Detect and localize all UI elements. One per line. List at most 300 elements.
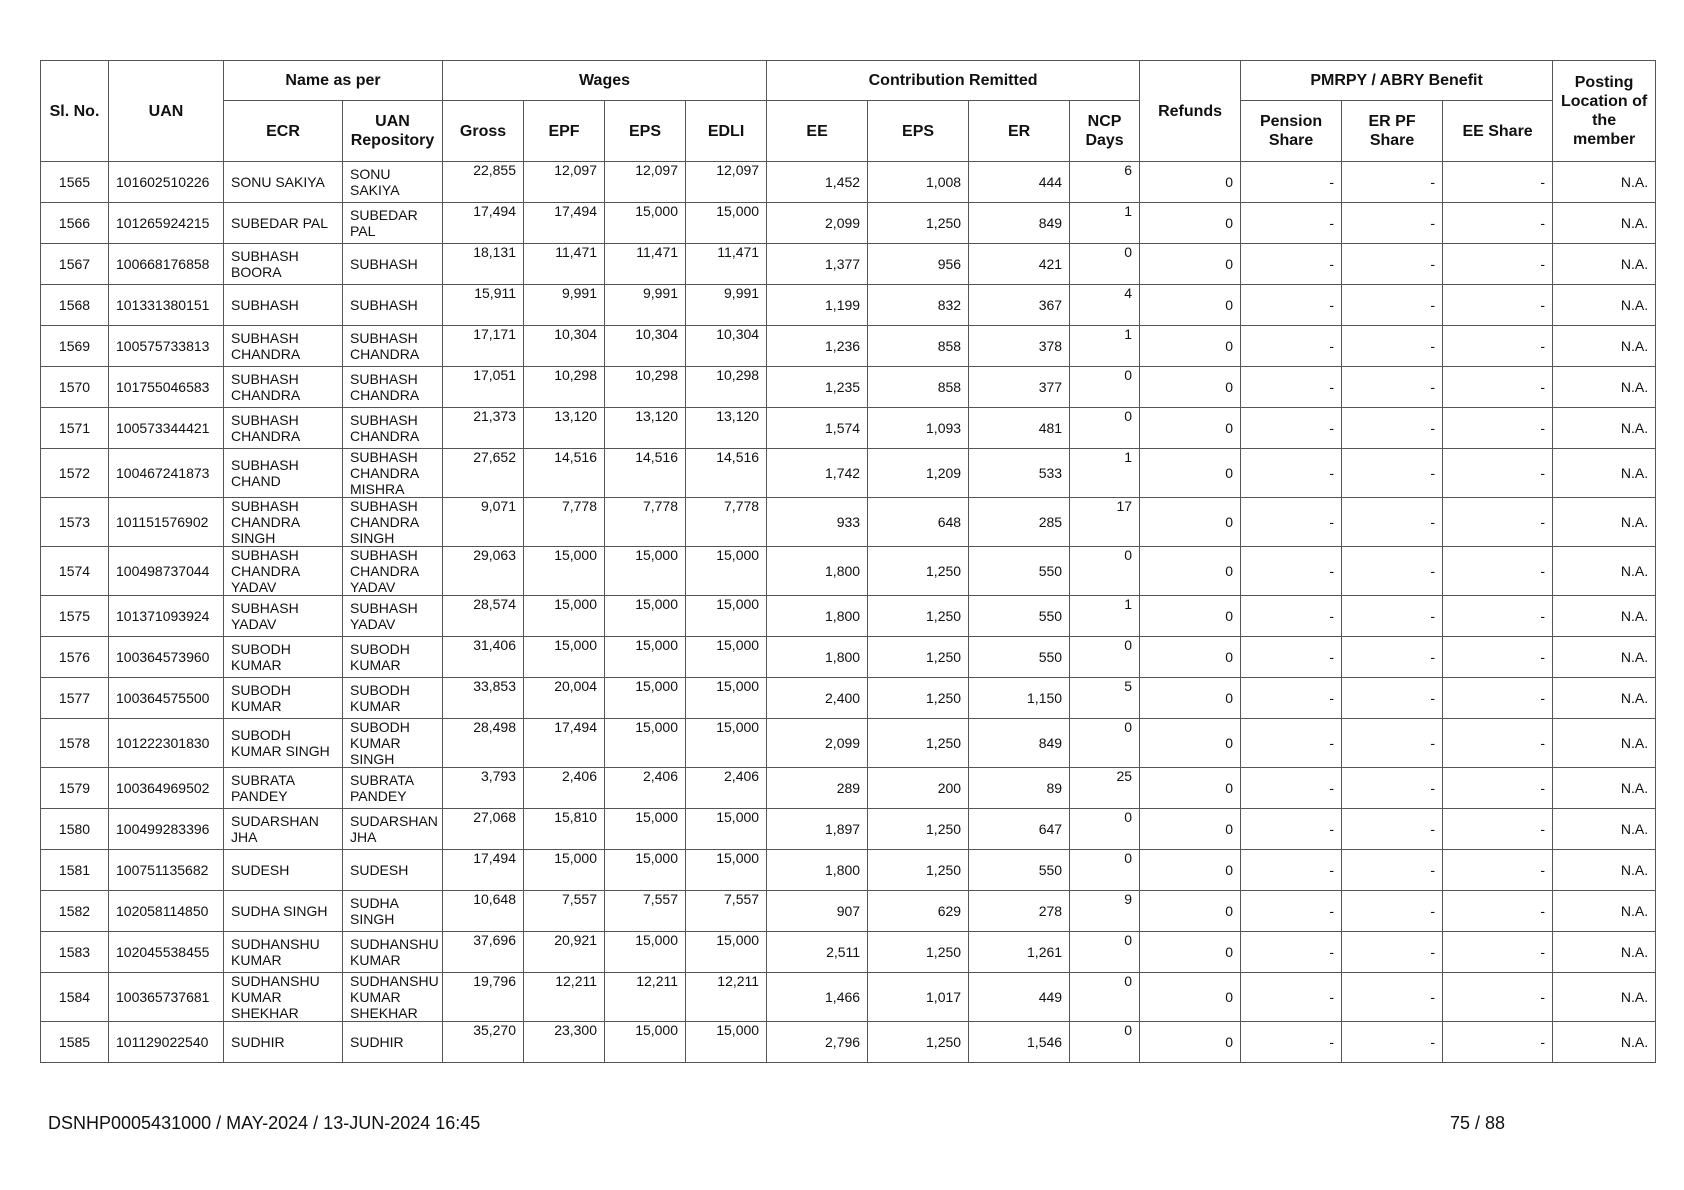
cell-sl-no: 1576 — [41, 637, 109, 678]
cell-edli: 12,211 — [686, 973, 767, 1022]
cell-eps: 15,000 — [605, 596, 686, 637]
cell-uan: 100498737044 — [109, 547, 224, 596]
cell-uan-repository-name: SUBODH KUMAR — [343, 678, 443, 719]
cell-er-pf-share: - — [1342, 285, 1443, 326]
cell-contribution-eps: 1,250 — [868, 809, 969, 850]
cell-epf: 7,778 — [524, 498, 605, 547]
cell-posting-location: N.A. — [1553, 596, 1656, 637]
cell-epf: 2,406 — [524, 768, 605, 809]
cell-contribution-eps: 1,250 — [868, 678, 969, 719]
cell-uan-repository-name: SUBHASH CHANDRA — [343, 367, 443, 408]
cell-ncp-days: 0 — [1070, 637, 1140, 678]
table-row — [41, 637, 1656, 678]
cell-sl-no: 1579 — [41, 768, 109, 809]
cell-refunds: 0 — [1140, 285, 1241, 326]
cell-ecr-name: SONU SAKIYA — [224, 162, 343, 203]
cell-ecr-name: SUBHASH CHANDRA YADAV — [224, 547, 343, 596]
table-row — [41, 596, 1656, 637]
cell-uan: 100668176858 — [109, 244, 224, 285]
cell-eps: 11,471 — [605, 244, 686, 285]
cell-gross: 17,171 — [443, 326, 524, 367]
cell-edli: 15,000 — [686, 596, 767, 637]
cell-uan: 100499283396 — [109, 809, 224, 850]
cell-ee-share: - — [1443, 367, 1553, 408]
cell-uan: 100365737681 — [109, 973, 224, 1022]
cell-uan-repository-name: SONU SAKIYA — [343, 162, 443, 203]
cell-er-pf-share: - — [1342, 850, 1443, 891]
cell-sl-no: 1571 — [41, 408, 109, 449]
cell-posting-location: N.A. — [1553, 809, 1656, 850]
cell-refunds: 0 — [1140, 449, 1241, 498]
cell-eps: 15,000 — [605, 203, 686, 244]
cell-posting-location: N.A. — [1553, 547, 1656, 596]
cell-epf: 20,921 — [524, 932, 605, 973]
cell-ee: 2,511 — [767, 932, 868, 973]
col-er: ER — [969, 101, 1070, 162]
cell-ee: 2,400 — [767, 678, 868, 719]
cell-uan-repository-name: SUBHASH YADAV — [343, 596, 443, 637]
cell-eps: 7,778 — [605, 498, 686, 547]
cell-epf: 10,304 — [524, 326, 605, 367]
cell-ee-share: - — [1443, 932, 1553, 973]
cell-sl-no: 1573 — [41, 498, 109, 547]
cell-ee: 2,099 — [767, 203, 868, 244]
table-row — [41, 162, 1656, 203]
cell-ncp-days: 0 — [1070, 547, 1140, 596]
cell-ncp-days: 0 — [1070, 850, 1140, 891]
cell-edli: 15,000 — [686, 203, 767, 244]
cell-ecr-name: SUBHASH CHAND — [224, 449, 343, 498]
cell-eps: 15,000 — [605, 637, 686, 678]
cell-ecr-name: SUBODH KUMAR SINGH — [224, 719, 343, 768]
cell-eps: 7,557 — [605, 891, 686, 932]
table-row — [41, 244, 1656, 285]
cell-ee: 1,236 — [767, 326, 868, 367]
cell-uan: 101265924215 — [109, 203, 224, 244]
cell-edli: 15,000 — [686, 850, 767, 891]
cell-eps: 14,516 — [605, 449, 686, 498]
cell-gross: 3,793 — [443, 768, 524, 809]
cell-ee-share: - — [1443, 285, 1553, 326]
cell-edli: 11,471 — [686, 244, 767, 285]
cell-contribution-eps: 200 — [868, 768, 969, 809]
cell-refunds: 0 — [1140, 850, 1241, 891]
table-row — [41, 449, 1656, 498]
cell-refunds: 0 — [1140, 326, 1241, 367]
cell-contribution-eps: 1,250 — [868, 932, 969, 973]
cell-ee-share: - — [1443, 768, 1553, 809]
cell-eps: 12,211 — [605, 973, 686, 1022]
cell-gross: 31,406 — [443, 637, 524, 678]
cell-edli: 15,000 — [686, 678, 767, 719]
cell-er-pf-share: - — [1342, 326, 1443, 367]
cell-ecr-name: SUBHASH CHANDRA — [224, 408, 343, 449]
cell-er-pf-share: - — [1342, 408, 1443, 449]
cell-uan: 100573344421 — [109, 408, 224, 449]
cell-uan: 101371093924 — [109, 596, 224, 637]
cell-edli: 9,991 — [686, 285, 767, 326]
cell-sl-no: 1582 — [41, 891, 109, 932]
cell-uan-repository-name: SUDHANSHU KUMAR SHEKHAR — [343, 973, 443, 1022]
cell-ecr-name: SUBHASH CHANDRA — [224, 367, 343, 408]
cell-ecr-name: SUBHASH CHANDRA — [224, 326, 343, 367]
cell-ncp-days: 0 — [1070, 973, 1140, 1022]
cell-sl-no: 1567 — [41, 244, 109, 285]
cell-pension-share: - — [1241, 367, 1342, 408]
cell-uan-repository-name: SUBHASH CHANDRA SINGH — [343, 498, 443, 547]
cell-sl-no: 1581 — [41, 850, 109, 891]
cell-sl-no: 1575 — [41, 596, 109, 637]
cell-ee-share: - — [1443, 678, 1553, 719]
col-gross: Gross — [443, 101, 524, 162]
table-row — [41, 547, 1656, 596]
col-uan-repository: UAN Repository — [343, 101, 443, 162]
cell-edli: 15,000 — [686, 932, 767, 973]
cell-er: 421 — [969, 244, 1070, 285]
col-edli: EDLI — [686, 101, 767, 162]
cell-ee: 1,199 — [767, 285, 868, 326]
cell-pension-share: - — [1241, 891, 1342, 932]
cell-pension-share: - — [1241, 932, 1342, 973]
cell-refunds: 0 — [1140, 547, 1241, 596]
cell-ecr-name: SUBHASH YADAV — [224, 596, 343, 637]
cell-posting-location: N.A. — [1553, 285, 1656, 326]
cell-ee-share: - — [1443, 408, 1553, 449]
cell-ee-share: - — [1443, 203, 1553, 244]
cell-refunds: 0 — [1140, 203, 1241, 244]
group-wages: Wages — [443, 61, 767, 101]
cell-eps: 9,991 — [605, 285, 686, 326]
col-ncp-days: NCP Days — [1070, 101, 1140, 162]
cell-ncp-days: 0 — [1070, 408, 1140, 449]
cell-er: 1,150 — [969, 678, 1070, 719]
cell-uan-repository-name: SUBHASH CHANDRA YADAV — [343, 547, 443, 596]
cell-refunds: 0 — [1140, 973, 1241, 1022]
col-ecr: ECR — [224, 101, 343, 162]
cell-edli: 15,000 — [686, 809, 767, 850]
cell-posting-location: N.A. — [1553, 850, 1656, 891]
cell-ee: 1,800 — [767, 850, 868, 891]
cell-uan-repository-name: SUDHANSHU KUMAR — [343, 932, 443, 973]
cell-pension-share: - — [1241, 285, 1342, 326]
cell-epf: 15,000 — [524, 850, 605, 891]
cell-ncp-days: 0 — [1070, 932, 1140, 973]
cell-edli: 12,097 — [686, 162, 767, 203]
cell-er-pf-share: - — [1342, 367, 1443, 408]
cell-ee: 1,574 — [767, 408, 868, 449]
cell-refunds: 0 — [1140, 408, 1241, 449]
cell-ecr-name: SUBODH KUMAR — [224, 637, 343, 678]
cell-gross: 17,494 — [443, 203, 524, 244]
cell-uan: 101222301830 — [109, 719, 224, 768]
cell-ee-share: - — [1443, 809, 1553, 850]
document-reference: DSNHP0005431000 / MAY-2024 / 13-JUN-2024 16:45 — [48, 1113, 481, 1133]
cell-ecr-name: SUDHIR — [224, 1022, 343, 1063]
cell-refunds: 0 — [1140, 596, 1241, 637]
cell-er-pf-share: - — [1342, 244, 1443, 285]
table-row — [41, 203, 1656, 244]
cell-uan-repository-name: SUBODH KUMAR — [343, 637, 443, 678]
cell-gross: 27,652 — [443, 449, 524, 498]
cell-uan: 101755046583 — [109, 367, 224, 408]
cell-gross: 9,071 — [443, 498, 524, 547]
cell-uan-repository-name: SUDESH — [343, 850, 443, 891]
cell-gross: 35,270 — [443, 1022, 524, 1063]
cell-eps: 15,000 — [605, 850, 686, 891]
cell-er: 278 — [969, 891, 1070, 932]
cell-pension-share: - — [1241, 326, 1342, 367]
cell-gross: 21,373 — [443, 408, 524, 449]
cell-ncp-days: 4 — [1070, 285, 1140, 326]
cell-uan-repository-name: SUBHASH CHANDRA MISHRA — [343, 449, 443, 498]
cell-ee-share: - — [1443, 719, 1553, 768]
cell-eps: 10,304 — [605, 326, 686, 367]
cell-ncp-days: 25 — [1070, 768, 1140, 809]
contribution-table — [40, 60, 1656, 1063]
cell-ee: 1,742 — [767, 449, 868, 498]
cell-ecr-name: SUDHA SINGH — [224, 891, 343, 932]
cell-ecr-name: SUDHANSHU KUMAR SHEKHAR — [224, 973, 343, 1022]
cell-ncp-days: 0 — [1070, 719, 1140, 768]
cell-er-pf-share: - — [1342, 498, 1443, 547]
cell-er-pf-share: - — [1342, 678, 1443, 719]
cell-edli: 15,000 — [686, 719, 767, 768]
cell-epf: 13,120 — [524, 408, 605, 449]
cell-posting-location: N.A. — [1553, 719, 1656, 768]
cell-uan-repository-name: SUBHASH CHANDRA — [343, 408, 443, 449]
cell-ecr-name: SUBEDAR PAL — [224, 203, 343, 244]
cell-er-pf-share: - — [1342, 449, 1443, 498]
cell-contribution-eps: 858 — [868, 326, 969, 367]
cell-ncp-days: 0 — [1070, 1022, 1140, 1063]
cell-epf: 15,000 — [524, 596, 605, 637]
cell-edli: 10,304 — [686, 326, 767, 367]
cell-ee: 1,377 — [767, 244, 868, 285]
cell-refunds: 0 — [1140, 719, 1241, 768]
cell-pension-share: - — [1241, 449, 1342, 498]
cell-epf: 7,557 — [524, 891, 605, 932]
cell-eps: 15,000 — [605, 809, 686, 850]
cell-posting-location: N.A. — [1553, 498, 1656, 547]
cell-sl-no: 1570 — [41, 367, 109, 408]
cell-ee-share: - — [1443, 973, 1553, 1022]
cell-contribution-eps: 858 — [868, 367, 969, 408]
cell-ee-share: - — [1443, 449, 1553, 498]
cell-contribution-eps: 1,093 — [868, 408, 969, 449]
page-number: 75 / 88 — [1450, 1113, 1506, 1133]
cell-ecr-name: SUDESH — [224, 850, 343, 891]
cell-ee-share: - — [1443, 326, 1553, 367]
table-row — [41, 809, 1656, 850]
cell-sl-no: 1572 — [41, 449, 109, 498]
cell-edli: 13,120 — [686, 408, 767, 449]
cell-pension-share: - — [1241, 809, 1342, 850]
cell-eps: 15,000 — [605, 1022, 686, 1063]
cell-ee: 1,800 — [767, 596, 868, 637]
cell-uan-repository-name: SUBODH KUMAR SINGH — [343, 719, 443, 768]
cell-uan: 100575733813 — [109, 326, 224, 367]
cell-uan-repository-name: SUDHIR — [343, 1022, 443, 1063]
cell-epf: 12,211 — [524, 973, 605, 1022]
cell-uan-repository-name: SUBHASH — [343, 285, 443, 326]
cell-pension-share: - — [1241, 408, 1342, 449]
cell-pension-share: - — [1241, 768, 1342, 809]
col-contribution-eps: EPS — [868, 101, 969, 162]
cell-contribution-eps: 1,008 — [868, 162, 969, 203]
cell-posting-location: N.A. — [1553, 244, 1656, 285]
cell-ee-share: - — [1443, 637, 1553, 678]
cell-ee: 1,466 — [767, 973, 868, 1022]
cell-refunds: 0 — [1140, 809, 1241, 850]
cell-eps: 12,097 — [605, 162, 686, 203]
cell-er-pf-share: - — [1342, 809, 1443, 850]
cell-uan-repository-name: SUBRATA PANDEY — [343, 768, 443, 809]
cell-contribution-eps: 1,250 — [868, 1022, 969, 1063]
cell-eps: 10,298 — [605, 367, 686, 408]
cell-er: 550 — [969, 596, 1070, 637]
cell-er: 367 — [969, 285, 1070, 326]
cell-refunds: 0 — [1140, 1022, 1241, 1063]
cell-contribution-eps: 1,209 — [868, 449, 969, 498]
cell-er-pf-share: - — [1342, 719, 1443, 768]
table-row — [41, 367, 1656, 408]
cell-sl-no: 1574 — [41, 547, 109, 596]
cell-pension-share: - — [1241, 498, 1342, 547]
cell-ncp-days: 1 — [1070, 326, 1140, 367]
cell-ncp-days: 1 — [1070, 596, 1140, 637]
cell-er-pf-share: - — [1342, 162, 1443, 203]
table-row — [41, 408, 1656, 449]
cell-ncp-days: 1 — [1070, 203, 1140, 244]
cell-pension-share: - — [1241, 719, 1342, 768]
cell-er-pf-share: - — [1342, 932, 1443, 973]
cell-pension-share: - — [1241, 244, 1342, 285]
cell-ecr-name: SUBRATA PANDEY — [224, 768, 343, 809]
cell-gross: 28,574 — [443, 596, 524, 637]
cell-er-pf-share: - — [1342, 768, 1443, 809]
cell-pension-share: - — [1241, 850, 1342, 891]
cell-posting-location: N.A. — [1553, 932, 1656, 973]
cell-edli: 10,298 — [686, 367, 767, 408]
cell-posting-location: N.A. — [1553, 203, 1656, 244]
cell-sl-no: 1577 — [41, 678, 109, 719]
cell-er: 550 — [969, 547, 1070, 596]
cell-contribution-eps: 1,250 — [868, 596, 969, 637]
col-uan: UAN — [109, 61, 224, 162]
cell-posting-location: N.A. — [1553, 973, 1656, 1022]
group-pmrpy: PMRPY / ABRY Benefit — [1241, 61, 1553, 101]
cell-ee: 1,800 — [767, 547, 868, 596]
table-row — [41, 678, 1656, 719]
cell-uan: 100364969502 — [109, 768, 224, 809]
cell-ecr-name: SUDARSHAN JHA — [224, 809, 343, 850]
cell-sl-no: 1566 — [41, 203, 109, 244]
cell-posting-location: N.A. — [1553, 768, 1656, 809]
cell-sl-no: 1568 — [41, 285, 109, 326]
cell-uan: 100467241873 — [109, 449, 224, 498]
col-refunds: Refunds — [1140, 61, 1241, 162]
cell-ee: 2,099 — [767, 719, 868, 768]
cell-er-pf-share: - — [1342, 547, 1443, 596]
table-row — [41, 768, 1656, 809]
cell-refunds: 0 — [1140, 162, 1241, 203]
cell-contribution-eps: 832 — [868, 285, 969, 326]
cell-refunds: 0 — [1140, 678, 1241, 719]
cell-epf: 17,494 — [524, 719, 605, 768]
cell-gross: 22,855 — [443, 162, 524, 203]
cell-er-pf-share: - — [1342, 891, 1443, 932]
cell-epf: 15,000 — [524, 547, 605, 596]
cell-pension-share: - — [1241, 678, 1342, 719]
cell-er-pf-share: - — [1342, 637, 1443, 678]
cell-pension-share: - — [1241, 596, 1342, 637]
cell-uan: 101331380151 — [109, 285, 224, 326]
cell-uan: 101151576902 — [109, 498, 224, 547]
table-row — [41, 285, 1656, 326]
cell-epf: 10,298 — [524, 367, 605, 408]
col-eps: EPS — [605, 101, 686, 162]
cell-er: 849 — [969, 203, 1070, 244]
cell-posting-location: N.A. — [1553, 367, 1656, 408]
cell-er: 533 — [969, 449, 1070, 498]
cell-er-pf-share: - — [1342, 596, 1443, 637]
cell-contribution-eps: 956 — [868, 244, 969, 285]
cell-ncp-days: 0 — [1070, 244, 1140, 285]
col-posting-location: Posting Location of the member — [1553, 61, 1656, 162]
cell-gross: 37,696 — [443, 932, 524, 973]
cell-ncp-days: 0 — [1070, 809, 1140, 850]
table-body — [41, 162, 1656, 1063]
cell-ecr-name: SUBHASH BOORA — [224, 244, 343, 285]
cell-epf: 9,991 — [524, 285, 605, 326]
cell-refunds: 0 — [1140, 498, 1241, 547]
cell-uan: 101602510226 — [109, 162, 224, 203]
cell-edli: 2,406 — [686, 768, 767, 809]
cell-ee: 2,796 — [767, 1022, 868, 1063]
cell-pension-share: - — [1241, 547, 1342, 596]
cell-contribution-eps: 1,250 — [868, 547, 969, 596]
cell-uan-repository-name: SUBEDAR PAL — [343, 203, 443, 244]
col-sl-no: Sl. No. — [41, 61, 109, 162]
cell-pension-share: - — [1241, 637, 1342, 678]
cell-er: 1,546 — [969, 1022, 1070, 1063]
cell-pension-share: - — [1241, 1022, 1342, 1063]
cell-ee-share: - — [1443, 244, 1553, 285]
cell-gross: 17,494 — [443, 850, 524, 891]
group-name-as-per: Name as per — [224, 61, 443, 101]
cell-er: 285 — [969, 498, 1070, 547]
cell-ee-share: - — [1443, 1022, 1553, 1063]
cell-er: 449 — [969, 973, 1070, 1022]
cell-uan-repository-name: SUBHASH — [343, 244, 443, 285]
cell-posting-location: N.A. — [1553, 637, 1656, 678]
cell-gross: 18,131 — [443, 244, 524, 285]
table-row — [41, 973, 1656, 1022]
table-row — [41, 719, 1656, 768]
cell-eps: 15,000 — [605, 932, 686, 973]
cell-er: 1,261 — [969, 932, 1070, 973]
cell-refunds: 0 — [1140, 932, 1241, 973]
cell-ncp-days: 6 — [1070, 162, 1140, 203]
cell-edli: 15,000 — [686, 637, 767, 678]
cell-epf: 15,000 — [524, 637, 605, 678]
cell-contribution-eps: 1,250 — [868, 637, 969, 678]
cell-uan: 102058114850 — [109, 891, 224, 932]
cell-er: 378 — [969, 326, 1070, 367]
cell-ee-share: - — [1443, 547, 1553, 596]
cell-eps: 2,406 — [605, 768, 686, 809]
cell-sl-no: 1578 — [41, 719, 109, 768]
